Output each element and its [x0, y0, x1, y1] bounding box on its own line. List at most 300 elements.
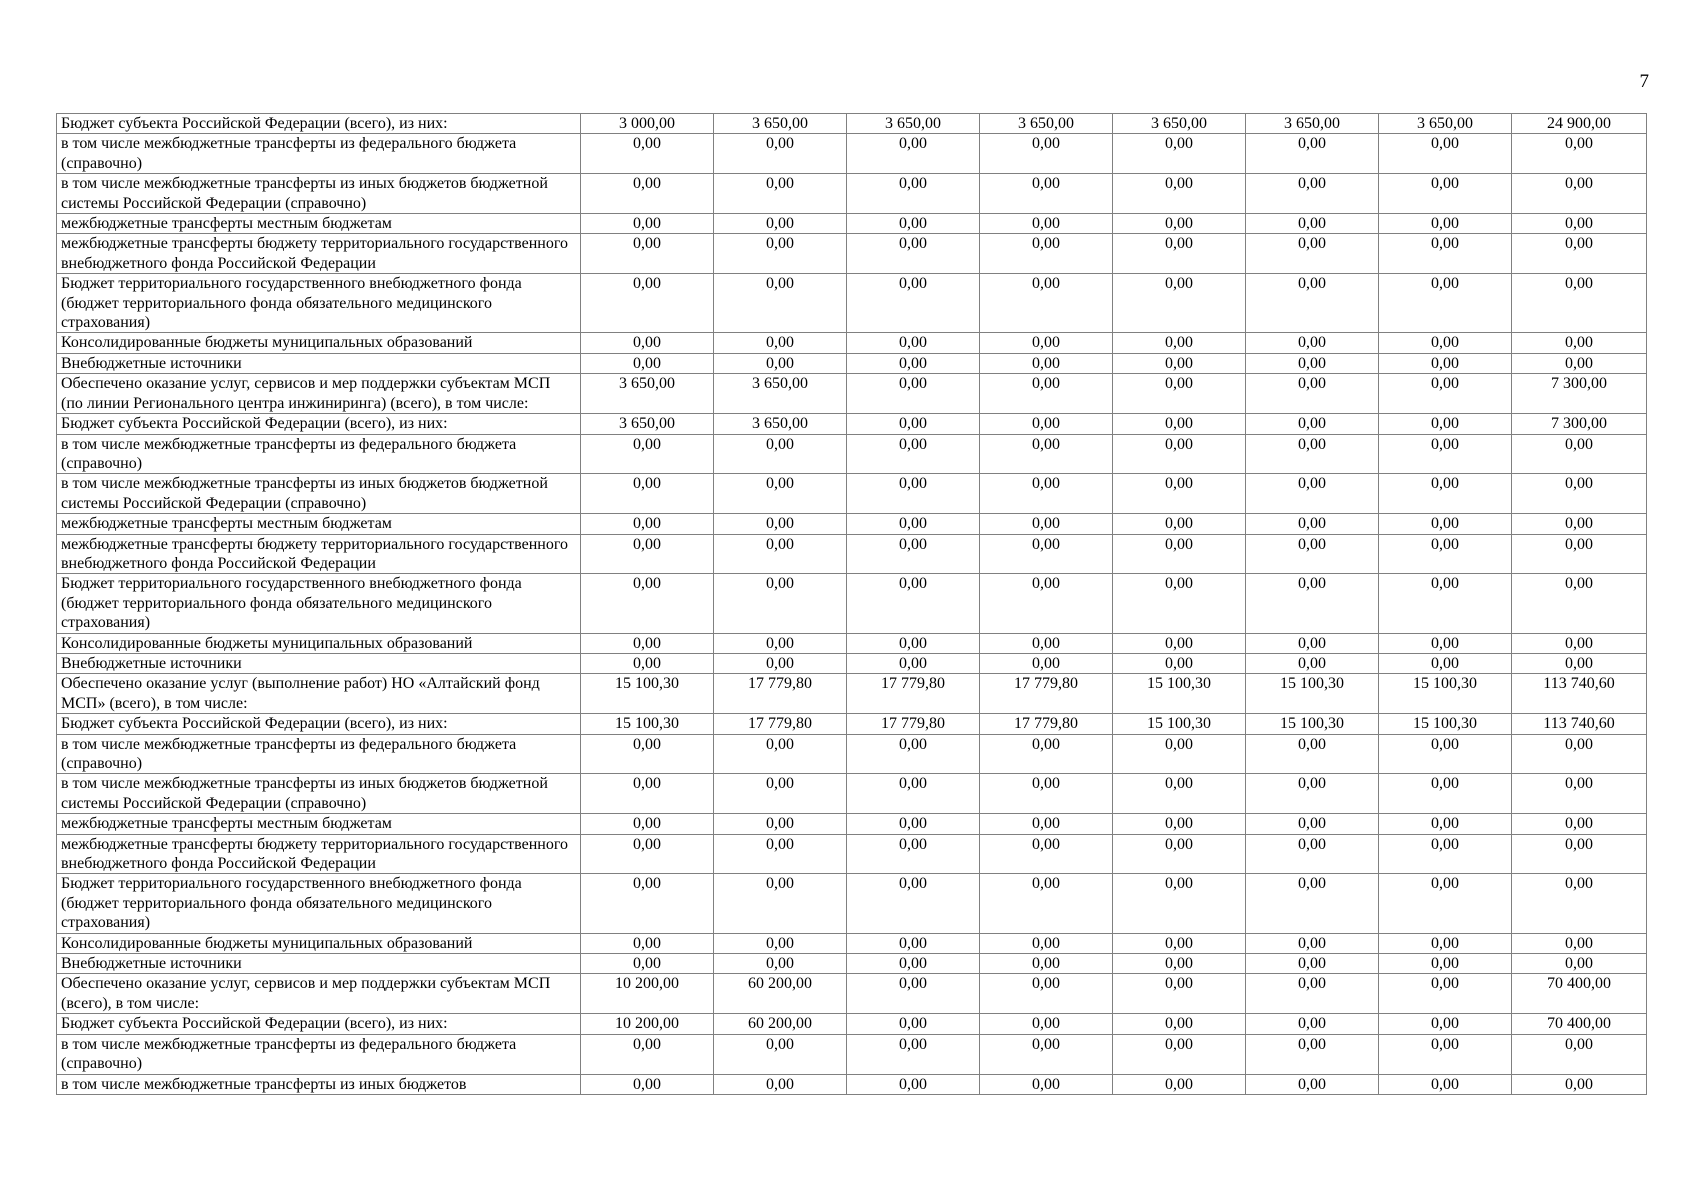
table-row: [57, 653, 1647, 673]
value-cell: 0,00: [847, 633, 980, 653]
row-label: в том числе межбюджетные трансферты из иных бюджетов бюджетной системы Российской Федерации (справочно): [57, 174, 581, 214]
value-cell: 0,00: [1246, 974, 1379, 1014]
value-cell: 0,00: [581, 214, 714, 234]
value-cell: 0,00: [980, 633, 1113, 653]
table-row: [57, 954, 1647, 974]
value-cell: 0,00: [1113, 633, 1246, 653]
value-cell: 0,00: [1246, 353, 1379, 373]
value-cell: 0,00: [1113, 1074, 1246, 1094]
value-cell: 0,00: [1246, 1034, 1379, 1074]
value-cell: 15 100,30: [581, 714, 714, 734]
value-cell: 0,00: [581, 174, 714, 214]
value-cell: 60 200,00: [714, 974, 847, 1014]
value-cell: 0,00: [1512, 174, 1647, 214]
value-cell: 0,00: [980, 774, 1113, 814]
value-cell: 0,00: [1512, 353, 1647, 373]
row-label: Внебюджетные источники: [57, 353, 581, 373]
value-cell: 0,00: [847, 353, 980, 373]
budget-table: [56, 113, 1647, 1095]
value-cell: 0,00: [1113, 353, 1246, 373]
value-cell: 0,00: [1379, 234, 1512, 274]
value-cell: 0,00: [581, 774, 714, 814]
value-cell: 0,00: [847, 874, 980, 933]
value-cell: 0,00: [847, 274, 980, 333]
value-cell: 0,00: [1246, 174, 1379, 214]
value-cell: 0,00: [714, 814, 847, 834]
value-cell: 3 650,00: [1379, 114, 1512, 134]
value-cell: 0,00: [1113, 734, 1246, 774]
value-cell: 0,00: [714, 574, 847, 633]
value-cell: 0,00: [847, 1074, 980, 1094]
row-label: межбюджетные трансферты местным бюджетам: [57, 214, 581, 234]
value-cell: 0,00: [581, 954, 714, 974]
row-label: Бюджет субъекта Российской Федерации (всего), из них:: [57, 1014, 581, 1034]
row-label: Консолидированные бюджеты муниципальных образований: [57, 933, 581, 953]
value-cell: 0,00: [1512, 734, 1647, 774]
value-cell: 0,00: [1379, 653, 1512, 673]
value-cell: 0,00: [1113, 1034, 1246, 1074]
value-cell: 0,00: [980, 434, 1113, 474]
value-cell: 17 779,80: [714, 714, 847, 734]
value-cell: 0,00: [1246, 414, 1379, 434]
value-cell: 0,00: [714, 434, 847, 474]
row-label: межбюджетные трансферты бюджету территориального государственного внебюджетного фонда Российской Федерации: [57, 834, 581, 874]
value-cell: 0,00: [1512, 774, 1647, 814]
value-cell: 0,00: [1113, 653, 1246, 673]
value-cell: 0,00: [714, 874, 847, 933]
value-cell: 0,00: [1379, 534, 1512, 574]
value-cell: 0,00: [1113, 214, 1246, 234]
value-cell: 0,00: [714, 933, 847, 953]
row-label: Бюджет субъекта Российской Федерации (всего), из них:: [57, 114, 581, 134]
value-cell: 0,00: [714, 834, 847, 874]
value-cell: 0,00: [581, 874, 714, 933]
table-row: [57, 234, 1647, 274]
value-cell: 0,00: [847, 414, 980, 434]
row-label: Бюджет территориального государственного внебюджетного фонда (бюджет территориального фонда обязательного медицинского страхования): [57, 274, 581, 333]
value-cell: 0,00: [847, 474, 980, 514]
value-cell: 0,00: [1113, 333, 1246, 353]
value-cell: 0,00: [1512, 234, 1647, 274]
table-row: [57, 714, 1647, 734]
value-cell: 0,00: [1512, 834, 1647, 874]
value-cell: 0,00: [847, 974, 980, 1014]
value-cell: 0,00: [1512, 633, 1647, 653]
value-cell: 10 200,00: [581, 1014, 714, 1034]
value-cell: 0,00: [1113, 814, 1246, 834]
value-cell: 0,00: [581, 474, 714, 514]
value-cell: 0,00: [1512, 474, 1647, 514]
value-cell: 24 900,00: [1512, 114, 1647, 134]
value-cell: 0,00: [1246, 374, 1379, 414]
value-cell: 0,00: [714, 174, 847, 214]
value-cell: 0,00: [980, 353, 1113, 373]
value-cell: 0,00: [1512, 653, 1647, 673]
value-cell: 0,00: [1512, 954, 1647, 974]
value-cell: 0,00: [1379, 374, 1512, 414]
value-cell: 0,00: [1246, 434, 1379, 474]
value-cell: 0,00: [1512, 574, 1647, 633]
value-cell: 0,00: [581, 834, 714, 874]
value-cell: 0,00: [1113, 1014, 1246, 1034]
value-cell: 0,00: [714, 474, 847, 514]
table-row: [57, 834, 1647, 874]
row-label: межбюджетные трансферты местным бюджетам: [57, 514, 581, 534]
value-cell: 0,00: [581, 514, 714, 534]
value-cell: 10 200,00: [581, 974, 714, 1014]
table-row: [57, 574, 1647, 633]
value-cell: 0,00: [714, 333, 847, 353]
value-cell: 0,00: [980, 534, 1113, 574]
value-cell: 0,00: [847, 653, 980, 673]
value-cell: 0,00: [980, 734, 1113, 774]
value-cell: 0,00: [847, 814, 980, 834]
value-cell: 0,00: [1246, 474, 1379, 514]
row-label: Консолидированные бюджеты муниципальных образований: [57, 633, 581, 653]
value-cell: 0,00: [847, 933, 980, 953]
value-cell: 0,00: [980, 874, 1113, 933]
value-cell: 0,00: [1246, 653, 1379, 673]
value-cell: 0,00: [847, 333, 980, 353]
value-cell: 0,00: [980, 234, 1113, 274]
value-cell: 0,00: [581, 633, 714, 653]
value-cell: 0,00: [1379, 174, 1512, 214]
value-cell: 0,00: [581, 134, 714, 174]
value-cell: 0,00: [1246, 134, 1379, 174]
value-cell: 113 740,60: [1512, 674, 1647, 714]
value-cell: 0,00: [1113, 534, 1246, 574]
value-cell: 0,00: [581, 333, 714, 353]
value-cell: 0,00: [847, 734, 980, 774]
value-cell: 0,00: [1379, 1074, 1512, 1094]
value-cell: 0,00: [1379, 474, 1512, 514]
row-label: Бюджет субъекта Российской Федерации (всего), из них:: [57, 714, 581, 734]
value-cell: 0,00: [980, 954, 1113, 974]
value-cell: 0,00: [714, 1034, 847, 1074]
value-cell: 0,00: [581, 353, 714, 373]
value-cell: 0,00: [1113, 834, 1246, 874]
value-cell: 0,00: [1113, 933, 1246, 953]
value-cell: 0,00: [714, 653, 847, 673]
value-cell: 0,00: [1246, 333, 1379, 353]
value-cell: 0,00: [847, 1034, 980, 1074]
value-cell: 0,00: [714, 534, 847, 574]
value-cell: 0,00: [1246, 574, 1379, 633]
value-cell: 0,00: [581, 814, 714, 834]
table-row: [57, 814, 1647, 834]
value-cell: 0,00: [1246, 834, 1379, 874]
value-cell: 0,00: [1113, 274, 1246, 333]
value-cell: 0,00: [1379, 774, 1512, 814]
value-cell: 0,00: [1246, 734, 1379, 774]
value-cell: 0,00: [980, 274, 1113, 333]
value-cell: 60 200,00: [714, 1014, 847, 1034]
value-cell: 0,00: [1246, 633, 1379, 653]
value-cell: 0,00: [1379, 734, 1512, 774]
value-cell: 0,00: [1379, 333, 1512, 353]
value-cell: 0,00: [1512, 434, 1647, 474]
table-row: [57, 374, 1647, 414]
value-cell: 0,00: [847, 954, 980, 974]
value-cell: 0,00: [714, 274, 847, 333]
value-cell: 0,00: [581, 274, 714, 333]
value-cell: 0,00: [847, 574, 980, 633]
value-cell: 0,00: [1113, 434, 1246, 474]
value-cell: 0,00: [1113, 234, 1246, 274]
value-cell: 15 100,30: [1246, 674, 1379, 714]
table-row: [57, 174, 1647, 214]
value-cell: 0,00: [714, 633, 847, 653]
value-cell: 70 400,00: [1512, 974, 1647, 1014]
value-cell: 0,00: [980, 514, 1113, 534]
value-cell: 0,00: [1113, 414, 1246, 434]
value-cell: 0,00: [980, 933, 1113, 953]
table-row: [57, 734, 1647, 774]
table-row: [57, 274, 1647, 333]
table-body: [57, 114, 1647, 1095]
value-cell: 15 100,30: [1113, 674, 1246, 714]
value-cell: 3 650,00: [1246, 114, 1379, 134]
table-row: [57, 1014, 1647, 1034]
table-row: [57, 674, 1647, 714]
table-row: [57, 633, 1647, 653]
value-cell: 0,00: [980, 1034, 1113, 1074]
table-row: [57, 474, 1647, 514]
value-cell: 0,00: [847, 174, 980, 214]
table-row: [57, 874, 1647, 933]
table-row: [57, 114, 1647, 134]
value-cell: 0,00: [1246, 1014, 1379, 1034]
value-cell: 0,00: [1512, 514, 1647, 534]
row-label: Консолидированные бюджеты муниципальных образований: [57, 333, 581, 353]
value-cell: 0,00: [1246, 933, 1379, 953]
value-cell: 15 100,30: [1113, 714, 1246, 734]
value-cell: 0,00: [581, 1074, 714, 1094]
value-cell: 0,00: [581, 434, 714, 474]
value-cell: 7 300,00: [1512, 414, 1647, 434]
value-cell: 0,00: [1246, 234, 1379, 274]
value-cell: 0,00: [581, 574, 714, 633]
value-cell: 0,00: [581, 653, 714, 673]
value-cell: 3 000,00: [581, 114, 714, 134]
value-cell: 0,00: [1113, 974, 1246, 1014]
value-cell: 0,00: [847, 514, 980, 534]
value-cell: 0,00: [1246, 874, 1379, 933]
value-cell: 0,00: [1512, 534, 1647, 574]
row-label: Внебюджетные источники: [57, 954, 581, 974]
value-cell: 0,00: [1113, 374, 1246, 414]
row-label: в том числе межбюджетные трансферты из федерального бюджета (справочно): [57, 734, 581, 774]
value-cell: 3 650,00: [714, 114, 847, 134]
value-cell: 0,00: [1113, 514, 1246, 534]
value-cell: 0,00: [980, 814, 1113, 834]
value-cell: 0,00: [847, 434, 980, 474]
value-cell: 3 650,00: [1113, 114, 1246, 134]
value-cell: 0,00: [714, 214, 847, 234]
row-label: в том числе межбюджетные трансферты из федерального бюджета (справочно): [57, 434, 581, 474]
value-cell: 0,00: [1379, 874, 1512, 933]
value-cell: 0,00: [980, 1014, 1113, 1034]
value-cell: 0,00: [980, 474, 1113, 514]
value-cell: 0,00: [980, 134, 1113, 174]
value-cell: 0,00: [1512, 134, 1647, 174]
value-cell: 0,00: [714, 353, 847, 373]
value-cell: 17 779,80: [980, 714, 1113, 734]
value-cell: 0,00: [1379, 274, 1512, 333]
value-cell: 0,00: [1246, 514, 1379, 534]
value-cell: 0,00: [581, 933, 714, 953]
value-cell: 0,00: [1246, 214, 1379, 234]
table-row: [57, 974, 1647, 1014]
value-cell: 0,00: [714, 774, 847, 814]
value-cell: 17 779,80: [847, 674, 980, 714]
value-cell: 0,00: [1379, 514, 1512, 534]
row-label: межбюджетные трансферты бюджету территориального государственного внебюджетного фонда Российской Федерации: [57, 534, 581, 574]
value-cell: 0,00: [714, 134, 847, 174]
value-cell: 0,00: [1379, 1014, 1512, 1034]
value-cell: 0,00: [1512, 274, 1647, 333]
value-cell: 0,00: [714, 234, 847, 274]
table-row: [57, 774, 1647, 814]
value-cell: 0,00: [980, 1074, 1113, 1094]
value-cell: 0,00: [1379, 933, 1512, 953]
value-cell: 0,00: [980, 333, 1113, 353]
row-label: Внебюджетные источники: [57, 653, 581, 673]
page-number: 7: [1639, 71, 1649, 92]
value-cell: 3 650,00: [581, 374, 714, 414]
row-label: Бюджет субъекта Российской Федерации (всего), из них:: [57, 414, 581, 434]
value-cell: 15 100,30: [581, 674, 714, 714]
table-row: [57, 134, 1647, 174]
value-cell: 0,00: [1113, 174, 1246, 214]
table-row: [57, 434, 1647, 474]
value-cell: 0,00: [1379, 1034, 1512, 1074]
value-cell: 0,00: [1379, 814, 1512, 834]
value-cell: 0,00: [980, 414, 1113, 434]
row-label: межбюджетные трансферты местным бюджетам: [57, 814, 581, 834]
value-cell: 0,00: [1379, 974, 1512, 1014]
row-label: межбюджетные трансферты бюджету территориального государственного внебюджетного фонда Российской Федерации: [57, 234, 581, 274]
value-cell: 0,00: [847, 774, 980, 814]
value-cell: 0,00: [1512, 814, 1647, 834]
row-label: Обеспечено оказание услуг (выполнение работ) НО «Алтайский фонд МСП» (всего), в том числе:: [57, 674, 581, 714]
table-row: [57, 514, 1647, 534]
value-cell: 0,00: [1246, 954, 1379, 974]
value-cell: 0,00: [714, 514, 847, 534]
row-label: в том числе межбюджетные трансферты из иных бюджетов: [57, 1074, 581, 1094]
value-cell: 0,00: [1113, 474, 1246, 514]
value-cell: 15 100,30: [1379, 674, 1512, 714]
value-cell: 0,00: [1379, 834, 1512, 874]
value-cell: 0,00: [847, 214, 980, 234]
value-cell: 0,00: [581, 234, 714, 274]
table-row: [57, 353, 1647, 373]
row-label: в том числе межбюджетные трансферты из федерального бюджета (справочно): [57, 134, 581, 174]
value-cell: 3 650,00: [714, 414, 847, 434]
row-label: в том числе межбюджетные трансферты из федерального бюджета (справочно): [57, 1034, 581, 1074]
value-cell: 3 650,00: [714, 374, 847, 414]
value-cell: 0,00: [1379, 353, 1512, 373]
value-cell: 0,00: [980, 574, 1113, 633]
value-cell: 0,00: [847, 1014, 980, 1034]
value-cell: 0,00: [1379, 434, 1512, 474]
value-cell: 0,00: [1113, 774, 1246, 814]
value-cell: 17 779,80: [980, 674, 1113, 714]
value-cell: 0,00: [1113, 874, 1246, 933]
value-cell: 17 779,80: [847, 714, 980, 734]
value-cell: 0,00: [1113, 574, 1246, 633]
value-cell: 70 400,00: [1512, 1014, 1647, 1034]
table-row: [57, 933, 1647, 953]
row-label: Бюджет территориального государственного внебюджетного фонда (бюджет территориального фонда обязательного медицинского страхования): [57, 874, 581, 933]
value-cell: 0,00: [581, 734, 714, 774]
row-label: Обеспечено оказание услуг, сервисов и мер поддержки субъектам МСП (по линии Регионального центра инжиниринга) (всего), в том числе:: [57, 374, 581, 414]
value-cell: 0,00: [980, 374, 1113, 414]
table-row: [57, 534, 1647, 574]
value-cell: 0,00: [714, 954, 847, 974]
table-row: [57, 1034, 1647, 1074]
row-label: в том числе межбюджетные трансферты из иных бюджетов бюджетной системы Российской Федерации (справочно): [57, 474, 581, 514]
value-cell: 0,00: [1512, 1074, 1647, 1094]
value-cell: 0,00: [581, 534, 714, 574]
table-row: [57, 214, 1647, 234]
value-cell: 0,00: [980, 653, 1113, 673]
value-cell: 0,00: [714, 734, 847, 774]
value-cell: 0,00: [1379, 954, 1512, 974]
row-label: в том числе межбюджетные трансферты из иных бюджетов бюджетной системы Российской Федерации (справочно): [57, 774, 581, 814]
value-cell: 0,00: [1512, 874, 1647, 933]
value-cell: 17 779,80: [714, 674, 847, 714]
value-cell: 0,00: [1512, 214, 1647, 234]
value-cell: 0,00: [1512, 333, 1647, 353]
value-cell: 0,00: [1246, 274, 1379, 333]
value-cell: 0,00: [714, 1074, 847, 1094]
value-cell: 3 650,00: [847, 114, 980, 134]
value-cell: 0,00: [1379, 414, 1512, 434]
value-cell: 0,00: [1113, 954, 1246, 974]
value-cell: 0,00: [1246, 774, 1379, 814]
value-cell: 0,00: [847, 234, 980, 274]
value-cell: 0,00: [980, 214, 1113, 234]
value-cell: 3 650,00: [980, 114, 1113, 134]
value-cell: 0,00: [1246, 814, 1379, 834]
table-row: [57, 333, 1647, 353]
value-cell: 0,00: [1379, 134, 1512, 174]
value-cell: 3 650,00: [581, 414, 714, 434]
value-cell: 0,00: [1379, 633, 1512, 653]
value-cell: 0,00: [847, 374, 980, 414]
value-cell: 15 100,30: [1246, 714, 1379, 734]
value-cell: 0,00: [1512, 933, 1647, 953]
value-cell: 0,00: [1113, 134, 1246, 174]
value-cell: 7 300,00: [1512, 374, 1647, 414]
value-cell: 0,00: [1379, 574, 1512, 633]
value-cell: 0,00: [847, 834, 980, 874]
value-cell: 0,00: [980, 834, 1113, 874]
value-cell: 0,00: [1246, 1074, 1379, 1094]
value-cell: 0,00: [980, 974, 1113, 1014]
table-row: [57, 1074, 1647, 1094]
row-label: Обеспечено оказание услуг, сервисов и мер поддержки субъектам МСП (всего), в том числе:: [57, 974, 581, 1014]
value-cell: 0,00: [1246, 534, 1379, 574]
value-cell: 0,00: [980, 174, 1113, 214]
table-row: [57, 414, 1647, 434]
value-cell: 0,00: [847, 534, 980, 574]
value-cell: 113 740,60: [1512, 714, 1647, 734]
value-cell: 0,00: [581, 1034, 714, 1074]
value-cell: 0,00: [1512, 1034, 1647, 1074]
row-label: Бюджет территориального государственного внебюджетного фонда (бюджет территориального фонда обязательного медицинского страхования): [57, 574, 581, 633]
